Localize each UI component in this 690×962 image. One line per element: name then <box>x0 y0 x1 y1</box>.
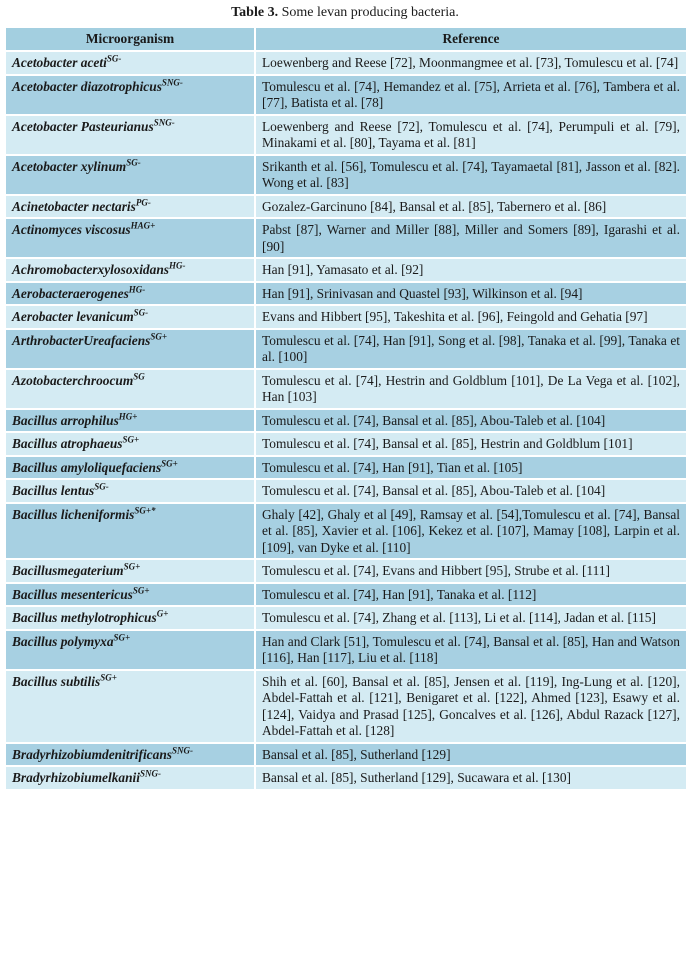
table-row <box>6 607 686 629</box>
microorganism-cell <box>6 196 254 218</box>
microorganism-cell <box>6 504 254 559</box>
microorganism-name: Acinetobacter nectaris <box>12 198 136 214</box>
microorganism-name: Acetobacter aceti <box>12 55 107 70</box>
microorganism-cell <box>6 306 254 328</box>
microorganism-cell <box>6 767 254 789</box>
microorganism-name: Bacillus polymyxa <box>12 633 114 649</box>
table-row <box>6 306 686 328</box>
microorganism-cell <box>6 744 254 766</box>
gram-type-superscript: SG- <box>133 307 149 318</box>
levan-bacteria-table <box>4 26 688 791</box>
microorganism-name: Acetobacter xylinum <box>12 158 127 174</box>
microorganism-cell <box>6 330 254 368</box>
microorganism-cell <box>6 219 254 257</box>
table-row <box>6 196 686 218</box>
table-row <box>6 76 686 114</box>
microorganism-name: Bacillusmegaterium <box>12 563 124 578</box>
reference-cell: Han and Clark [51], Tomulescu et al. [74], Bansal et al. [85], Han and Watson [116], Han [117], Liu et al. [118] <box>256 631 686 669</box>
microorganism-cell <box>6 457 254 479</box>
reference-cell: Loewenberg and Reese [72], Moonmangmee et al. [73], Tomulescu et al. [74] <box>256 52 686 74</box>
gram-type-superscript: SG <box>133 371 145 382</box>
reference-cell: Han [91], Srinivasan and Quastel [93], Wilkinson et al. [94] <box>256 283 686 305</box>
table-header-row <box>6 28 686 50</box>
microorganism-cell <box>6 370 254 408</box>
gram-type-superscript: SG+ <box>161 458 178 469</box>
gram-type-superscript: SNG- <box>153 117 175 128</box>
microorganism-cell <box>6 480 254 502</box>
gram-type-superscript: SNG- <box>171 745 193 756</box>
table-row <box>6 52 686 74</box>
reference-cell: Bansal et al. [85], Sutherland [129] <box>256 744 686 766</box>
caption-text: Some levan producing bacteria. <box>278 5 459 20</box>
reference-cell: Pabst [87], Warner and Miller [88], Miller and Somers [89], Igarashi et al. [90] <box>256 219 686 257</box>
microorganism-cell <box>6 584 254 606</box>
microorganism-cell <box>6 433 254 455</box>
table-body <box>6 52 686 789</box>
microorganism-name: Aerobacter levanicum <box>12 309 134 324</box>
gram-type-superscript: SG+* <box>134 505 156 516</box>
table-row <box>6 457 686 479</box>
microorganism-cell <box>6 671 254 742</box>
reference-cell: Tomulescu et al. [74], Bansal et al. [85], Abou-Taleb et al. [104] <box>256 410 686 432</box>
microorganism-cell <box>6 560 254 582</box>
microorganism-cell <box>6 259 254 281</box>
reference-cell: Tomulescu et al. [74], Zhang et al. [113], Li et al. [114], Jadan et al. [115] <box>256 607 686 629</box>
gram-type-superscript: SG+ <box>113 632 131 643</box>
table-row <box>6 156 686 194</box>
reference-cell: Evans and Hibbert [95], Takeshita et al. [96], Feingold and Gehatia [97] <box>256 306 686 328</box>
microorganism-cell <box>6 52 254 74</box>
reference-cell: Tomulescu et al. [74], Hestrin and Goldblum [101], De La Vega et al. [102], Han [103] <box>256 370 686 408</box>
gram-type-superscript: HG+ <box>118 411 138 422</box>
column-header-microorganism: Microorganism <box>6 28 254 50</box>
microorganism-name: Bacillus subtilis <box>12 673 101 689</box>
table-row <box>6 480 686 502</box>
microorganism-name: Bacillus lentus <box>12 483 95 498</box>
table-row <box>6 767 686 789</box>
microorganism-name: Bacillus licheniformis <box>12 506 135 522</box>
table-row <box>6 433 686 455</box>
microorganism-name: Bradyrhizobiumdenitrificans <box>12 746 172 762</box>
gram-type-superscript: SG+ <box>132 585 150 596</box>
table-row <box>6 584 686 606</box>
microorganism-cell <box>6 631 254 669</box>
reference-cell: Tomulescu et al. [74], Han [91], Song et al. [98], Tanaka et al. [99], Tanaka et al. [100] <box>256 330 686 368</box>
reference-cell: Tomulescu et al. [74], Han [91], Tanaka et al. [112] <box>256 584 686 606</box>
gram-type-superscript: SG- <box>106 53 122 64</box>
gram-type-superscript: PG- <box>135 197 151 208</box>
table-row <box>6 283 686 305</box>
reference-cell: Tomulescu et al. [74], Bansal et al. [85], Abou-Taleb et al. [104] <box>256 480 686 502</box>
reference-cell: Tomulescu et al. [74], Evans and Hibbert [95], Strube et al. [111] <box>256 560 686 582</box>
reference-cell: Loewenberg and Reese [72], Tomulescu et al. [74], Perumpuli et al. [79], Minakami et al. [80], Tayama et al. [81] <box>256 116 686 154</box>
microorganism-cell <box>6 76 254 114</box>
microorganism-name: Acetobacter Pasteurianus <box>12 118 154 134</box>
microorganism-name: Bacillus mesentericus <box>12 586 133 602</box>
table-row <box>6 330 686 368</box>
microorganism-name: Aerobacteraerogenes <box>12 285 129 301</box>
table-row <box>6 560 686 582</box>
microorganism-name: Azotobacterchroocum <box>12 372 134 388</box>
microorganism-cell <box>6 283 254 305</box>
table-row <box>6 631 686 669</box>
gram-type-superscript: HAG+ <box>130 220 156 231</box>
microorganism-name: Acetobacter diazotrophicus <box>12 78 162 94</box>
reference-cell: Tomulescu et al. [74], Bansal et al. [85], Hestrin and Goldblum [101] <box>256 433 686 455</box>
reference-cell: Bansal et al. [85], Sutherland [129], Sucawara et al. [130] <box>256 767 686 789</box>
gram-type-superscript: SNG- <box>161 77 183 88</box>
reference-cell: Shih et al. [60], Bansal et al. [85], Jensen et al. [119], Ing-Lung et al. [120], Abdel-Fattah et al. [121], Benigaret et al. [122], Ahmed [123], Esawy et al. [124], Vaidya and Prasad [125], Goncalves et al. [126], Abdul Razack [127], Abdel-Fattah et al. [128] <box>256 671 686 742</box>
microorganism-name: Bacillus amyloliquefaciens <box>12 459 162 475</box>
microorganism-cell <box>6 410 254 432</box>
gram-type-superscript: HG- <box>128 284 146 295</box>
gram-type-superscript: HG- <box>168 260 186 271</box>
column-header-reference: Reference <box>256 28 686 50</box>
table-row <box>6 744 686 766</box>
table-row <box>6 671 686 742</box>
reference-cell: Tomulescu et al. [74], Hemandez et al. [75], Arrieta et al. [76], Tambera et al. [77], Batista et al. [78] <box>256 76 686 114</box>
gram-type-superscript: G+ <box>156 608 169 619</box>
table-row <box>6 219 686 257</box>
microorganism-name: ArthrobacterUreafaciens <box>12 332 151 348</box>
microorganism-name: Actinomyces viscosus <box>12 222 131 237</box>
gram-type-superscript: SG+ <box>150 331 168 342</box>
table-row <box>6 259 686 281</box>
gram-type-superscript: SG+ <box>100 672 117 683</box>
table-row <box>6 116 686 154</box>
microorganism-name: Bradyrhizobiumelkanii <box>12 770 140 785</box>
reference-cell: Han [91], Yamasato et al. [92] <box>256 259 686 281</box>
microorganism-name: Bacillus methylotrophicus <box>12 610 157 625</box>
table-row <box>6 410 686 432</box>
table-row <box>6 504 686 559</box>
gram-type-superscript: SNG- <box>139 768 161 779</box>
microorganism-name: Achromobacterxylosoxidans <box>12 262 169 277</box>
microorganism-name: Bacillus atrophaeus <box>12 436 123 451</box>
microorganism-cell <box>6 156 254 194</box>
microorganism-cell <box>6 116 254 154</box>
microorganism-name: Bacillus arrophilus <box>12 412 119 428</box>
gram-type-superscript: SG- <box>94 481 109 492</box>
caption-label: Table 3. <box>231 5 279 20</box>
gram-type-superscript: SG+ <box>123 561 141 572</box>
microorganism-cell <box>6 607 254 629</box>
reference-cell: Gozalez-Garcinuno [84], Bansal et al. [85], Tabernero et al. [86] <box>256 196 686 218</box>
gram-type-superscript: SG+ <box>122 434 140 445</box>
table-row <box>6 370 686 408</box>
table-caption <box>0 4 690 22</box>
reference-cell: Srikanth et al. [56], Tomulescu et al. [74], Tayamaetal [81], Jasson et al. [82]. Wong et al. [83] <box>256 156 686 194</box>
reference-cell: Tomulescu et al. [74], Han [91], Tian et al. [105] <box>256 457 686 479</box>
gram-type-superscript: SG- <box>126 157 141 168</box>
reference-cell: Ghaly [42], Ghaly et al [49], Ramsay et al. [54],Tomulescu et al. [74], Bansal et al. [85], Xavier et al. [106], Kekez et al. [107], Mamay [108], Larpin et al. [109], van Dyke et al. [110] <box>256 504 686 559</box>
